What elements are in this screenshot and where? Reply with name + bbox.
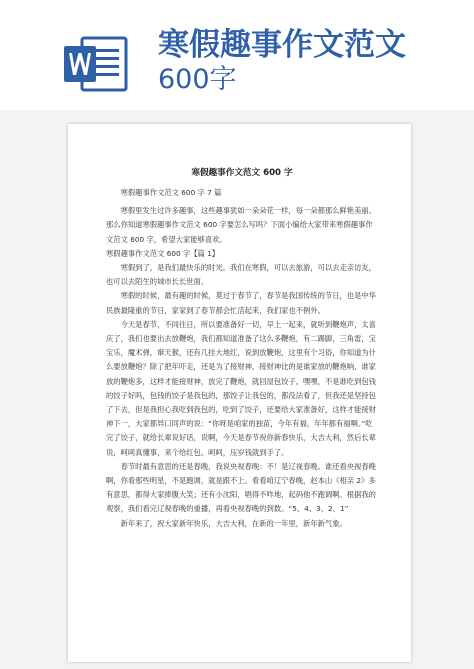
- banner-title: 寒假趣事作文范文: [158, 27, 406, 63]
- paragraph: 春节时最有意思的还是春晚，我说央视春晚：不！是辽视春晚。谁还看央视春晚啊，你看那些明星，不是跑调，就是跟不上。看看咱辽宁春晚，赵本山《相亲 2》多有意思，都得大家捧腹大笑；还有小沈阳，唱得不咋地，起码他不跑调啊。根据我的观察，我们看完辽视春晚的重播，再看央视春晚的到数。“5、4、3、2、1”: [106, 461, 376, 514]
- paragraph: 新年来了，祝大家新年快乐，大吉大利，在新的一年里，新年新气象。: [120, 518, 347, 528]
- word-document-icon: [62, 34, 130, 94]
- paragraph-intro: 寒假里发生过许多趣事，这些趣事犹如一朵朵花一样，每一朵都那么鲜艳美丽。那么你知道寒假趣事作文范文 600 字要怎么写吗？下面小编给大家带来寒假趣事作文范文 600 字，希望大家能够喜欢。: [106, 206, 376, 244]
- paragraph: 寒假到了，是我们最快乐的时光。我们在寒假，可以去旅游，可以去走亲访友，也可以去陌生的城市长长世面。: [106, 263, 376, 287]
- header-banner: [0, 0, 474, 110]
- document-page: [68, 124, 411, 662]
- paragraph: 寒假的时候，最有趣的时候，莫过于春节了，春节是我国传统的节日，也是中华民族最隆重的节日，家家到了春节都会忙活起来，我们家也不例外。: [106, 291, 376, 315]
- document-title: 寒假趣事作文范文 600 字: [191, 168, 293, 178]
- section-heading: 寒假趣事作文范文 600 字【篇 1】: [106, 248, 220, 258]
- paragraph: 今天是春节，不同往日，所以要准备好一切，早上一起来，就听到鞭炮声，太喜庆了，我们也要出去放鞭炮，我们都知道准备了这么多鞭炮，有二踢脚，三角雷，宝宝乐，魔术弹，窜天猴，还有几挂大地红，说到放鞭炮，这里有个习俗，你知道为什么要放鞭炮？除了把年吓走，还是为了接财神，接财神比的是谁家放的鞭炮响，谁家放的鞭炮多，这样才能接财神，放完了鞭炮，就回屋包饺子。嘿嘿，不是谁吃到包钱的饺子好吗，包钱的饺子是我包的，那饺子让我包的，都没法看了，但我还是坚持包了下去，但是我担心我吃到我包的，吃到了饺子，还要给大家准备好，这样才能接财神下一，大家都异口同声的说：“你呀是咱家的独苗，今年有福，年年都有福啊。”吃完了饺子，就给长辈说好话，说啊，今天是春节祝你新春快乐，大吉大利，然后长辈说，呵呵真懂事，来个给红包。呵呵，压岁钱就到手了。: [106, 319, 376, 457]
- document-content: [106, 166, 378, 531]
- document-subtitle: 寒假趣事作文范文 600 字 7 篇: [120, 188, 222, 197]
- banner-subtitle: 600字: [158, 64, 237, 95]
